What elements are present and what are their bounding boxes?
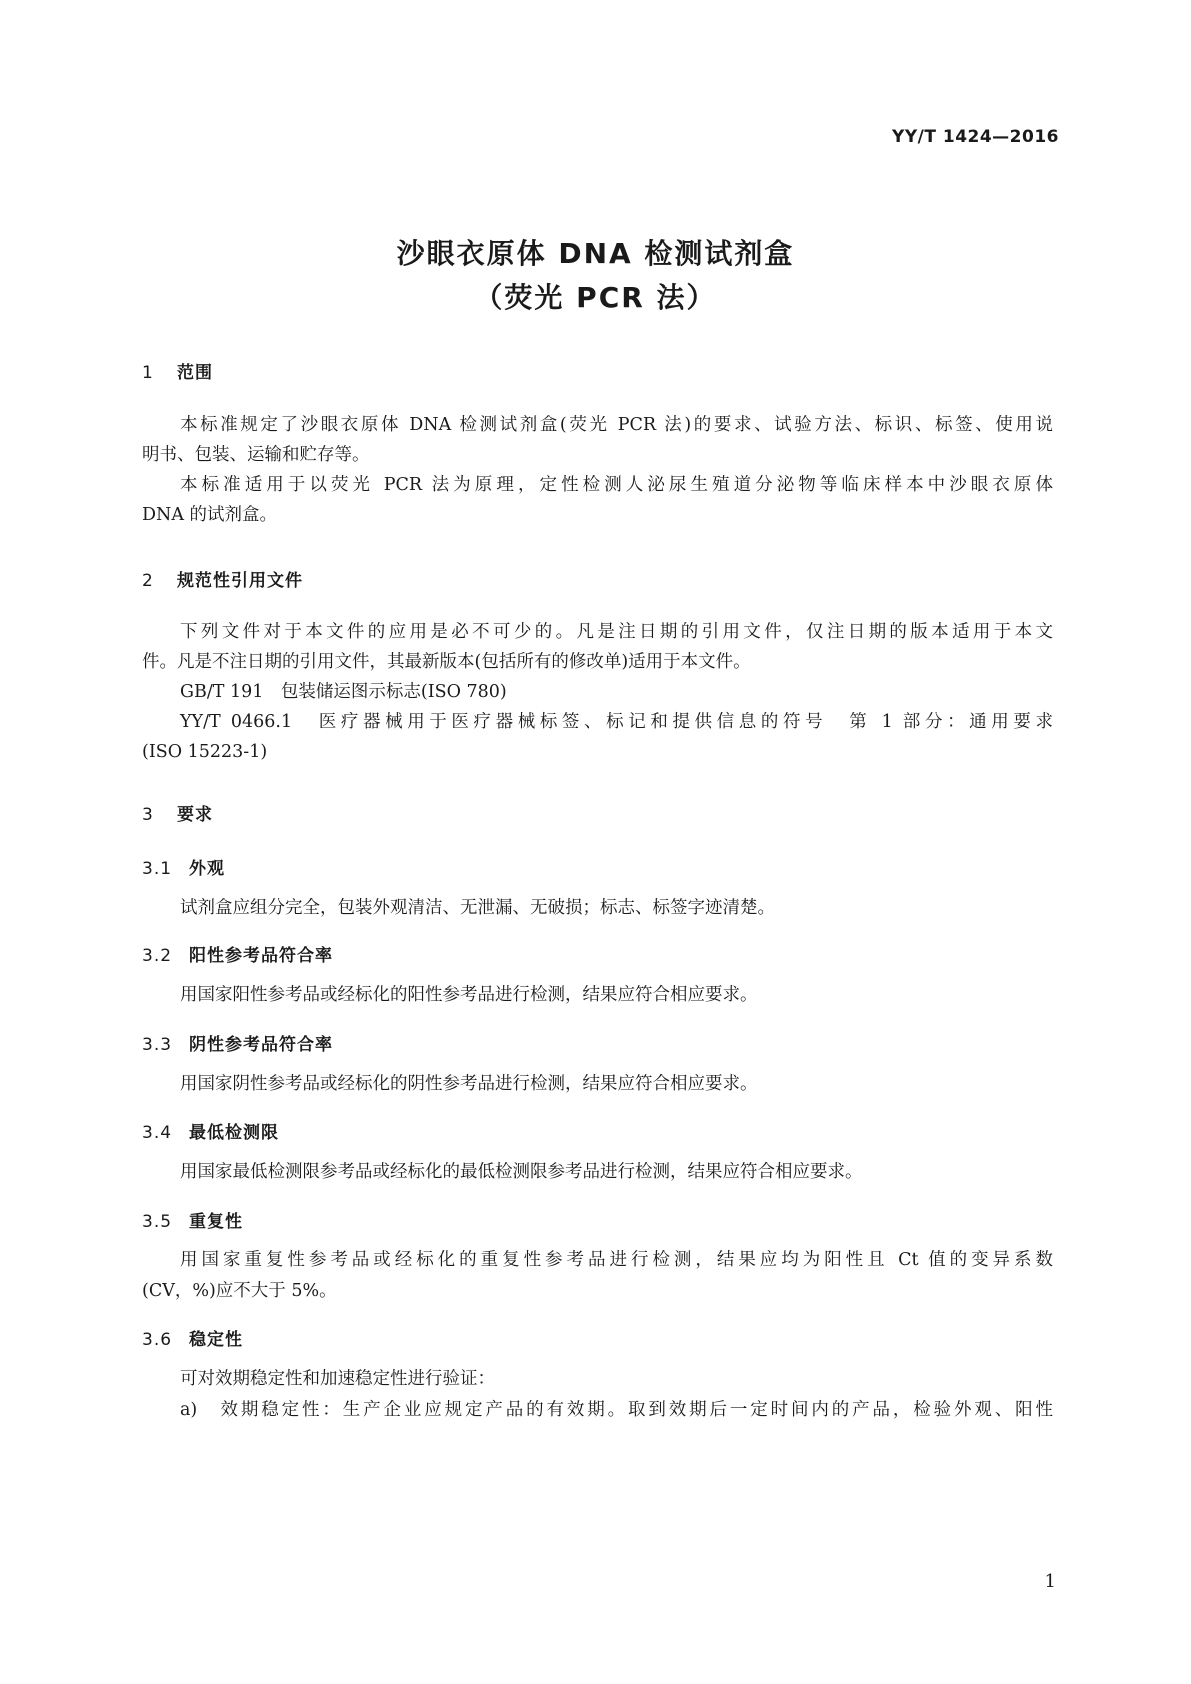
paragraph-line: (CV，%)应不大于 5%。 <box>142 1281 337 1301</box>
paragraph-line: 用国家重复性参考品或经标化的重复性参考品进行检测，结果应均为阳性且 Ct 值的变异系数 <box>180 1250 1053 1270</box>
paragraph-line: DNA 的试剂盒。 <box>142 505 278 525</box>
section-3-1-heading <box>142 854 225 879</box>
document-title: 沙眼衣原体 DNA 检测试剂盒 <box>396 237 795 270</box>
page-number: 1 <box>1044 1571 1056 1592</box>
section-1-heading <box>142 358 213 383</box>
standard-code: YY/T 1424—2016 <box>892 127 1059 147</box>
section-number: 3 <box>142 805 154 825</box>
section-3-heading <box>142 800 213 825</box>
normative-reference-cont: (ISO 15223-1) <box>142 742 268 762</box>
section-number: 3.2 <box>142 946 173 966</box>
paragraph-line: 用国家最低检测限参考品或经标化的最低检测限参考品进行检测，结果应符合相应要求。 <box>180 1162 863 1182</box>
section-number: 3.6 <box>142 1330 173 1350</box>
section-title: 重复性 <box>189 1212 243 1232</box>
paragraph-line: 本标准适用于以荧光 PCR 法为原理，定性检测人泌尿生殖道分泌物等临床样本中沙眼衣原体 <box>180 475 1053 495</box>
paragraph-line: 本标准规定了沙眼衣原体 DNA 检测试剂盒(荧光 PCR 法)的要求、试验方法、标识、标签、使用说 <box>180 415 1053 435</box>
section-number: 3.5 <box>142 1212 173 1232</box>
paragraph-line: 件。凡是不注日期的引用文件，其最新版本(包括所有的修改单)适用于本文件。 <box>142 652 751 672</box>
normative-reference: YY/T 0466.1 医疗器械用于医疗器械标签、标记和提供信息的符号 第 1 部分：通用要求 <box>180 712 1053 732</box>
section-number: 1 <box>142 363 154 383</box>
paragraph-line: 下列文件对于本文件的应用是必不可少的。凡是注日期的引用文件，仅注日期的版本适用于本文 <box>180 622 1053 642</box>
paragraph-line: 可对效期稳定性和加速稳定性进行验证： <box>180 1369 495 1389</box>
section-title: 要求 <box>177 805 213 825</box>
section-number: 3.4 <box>142 1123 173 1143</box>
section-number: 3.3 <box>142 1035 173 1055</box>
section-title: 规范性引用文件 <box>177 571 303 591</box>
section-3-2-heading <box>142 941 333 966</box>
section-3-5-heading <box>142 1207 243 1232</box>
section-title: 稳定性 <box>189 1330 243 1350</box>
section-3-4-heading <box>142 1118 279 1143</box>
section-title: 阴性参考品符合率 <box>189 1035 333 1055</box>
document-subtitle: （荧光 PCR 法） <box>474 281 717 314</box>
section-3-6-heading <box>142 1325 243 1350</box>
section-title: 范围 <box>177 363 213 383</box>
section-title: 阳性参考品符合率 <box>189 946 333 966</box>
normative-reference: GB/T 191 包装储运图示标志(ISO 780) <box>180 682 507 702</box>
section-number: 2 <box>142 571 154 591</box>
list-item: a) 效期稳定性：生产企业应规定产品的有效期。取到效期后一定时间内的产品，检验外观、阳性 <box>180 1400 1053 1420</box>
paragraph-line: 明书、包装、运输和贮存等。 <box>142 445 370 465</box>
paragraph-line: 用国家阳性参考品或经标化的阳性参考品进行检测，结果应符合相应要求。 <box>180 985 758 1005</box>
section-number: 3.1 <box>142 859 173 879</box>
section-title: 最低检测限 <box>189 1123 279 1143</box>
section-title: 外观 <box>189 859 225 879</box>
section-3-3-heading <box>142 1030 333 1055</box>
section-2-heading <box>142 566 303 591</box>
paragraph-line: 试剂盒应组分完全，包装外观清洁、无泄漏、无破损；标志、标签字迹清楚。 <box>180 898 775 918</box>
paragraph-line: 用国家阴性参考品或经标化的阴性参考品进行检测，结果应符合相应要求。 <box>180 1074 758 1094</box>
